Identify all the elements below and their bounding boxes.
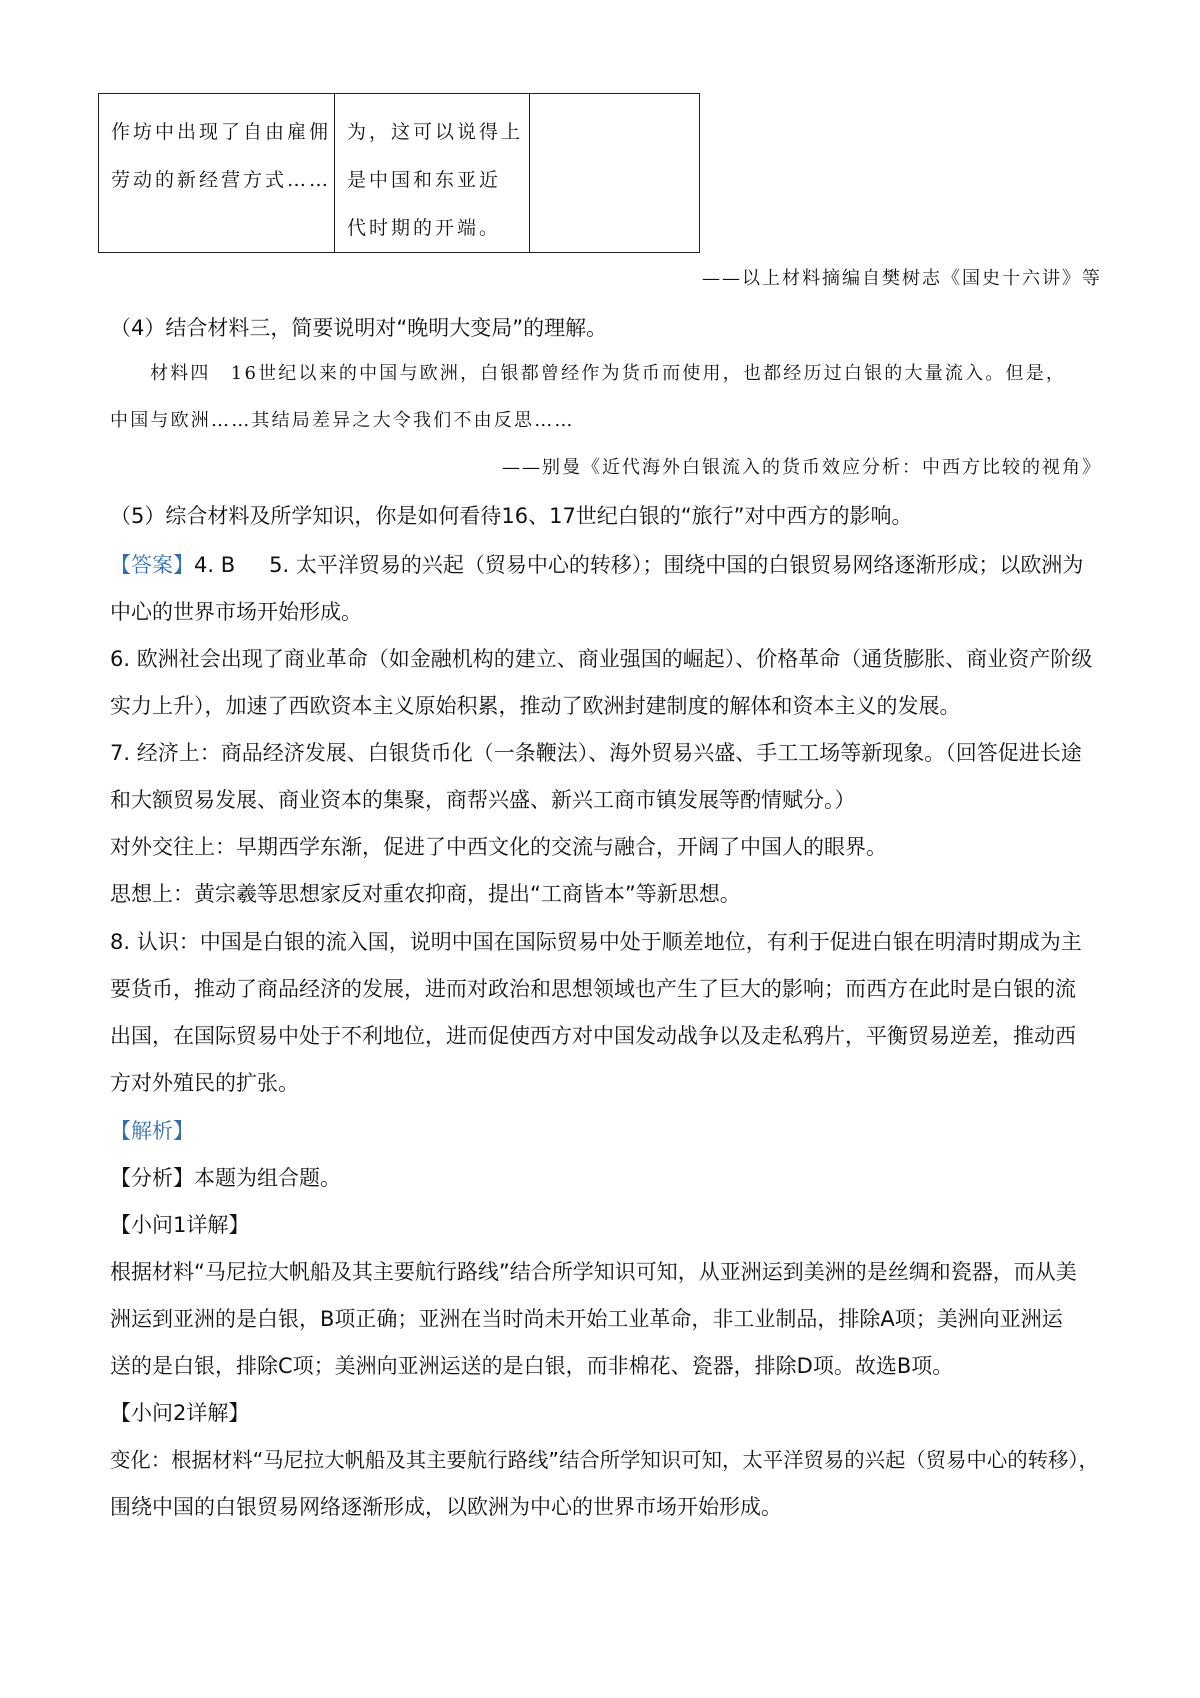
answer-6: 6. 欧洲社会出现了商业革命（如金融机构的建立、商业强国的崛起）、价格革命（通货膨胀、商业资产阶级 bbox=[110, 647, 1093, 671]
question-5: （5）综合材料及所学知识，你是如何看待16、17世纪白银的“旅行”对中西方的影响。 bbox=[110, 504, 913, 528]
answer-7-foreign: 对外交往上：早期西学东渐，促进了中西文化的交流与融合，开阔了中国人的眼界。 bbox=[110, 835, 887, 859]
sub-question-2-line: 围绕中国的白银贸易网络逐渐形成，以欧洲为中心的世界市场开始形成。 bbox=[110, 1495, 782, 1519]
analysis-summary: 【分析】本题为组合题。 bbox=[110, 1166, 341, 1190]
answer-label: 【答案】 bbox=[110, 553, 194, 577]
answer-7-cont: 和大额贸易发展、商业资本的集聚，商帮兴盛、新兴工商市镇发展等酌情赋分。） bbox=[110, 788, 856, 812]
sub-question-2-line: 变化：根据材料“马尼拉大帆船及其主要航行路线”结合所学知识可知，太平洋贸易的兴起（贸易中心的转移）， bbox=[110, 1448, 1099, 1472]
answer-8-cont: 要货币，推动了商品经济的发展，进而对政治和思想领域也产生了巨大的影响；而西方在此时是白银的流 bbox=[110, 977, 1076, 1001]
material4-line: 中国与欧洲……其结局差异之大令我们不由反思…… bbox=[110, 410, 575, 431]
sub-question-1-line: 洲运到亚洲的是白银，B项正确；亚洲在当时尚未开始工业革命，非工业制品，排除A项；美洲向亚洲运 bbox=[110, 1307, 1063, 1331]
answer-8-cont: 出国，在国际贸易中处于不利地位，进而促使西方对中国发动战争以及走私鸦片，平衡贸易逆差，推动西 bbox=[110, 1024, 1076, 1048]
answer-7: 7. 经济上：商品经济发展、白银货币化（一条鞭法）、海外贸易兴盛、手工工场等新现象。（回答促进长途 bbox=[110, 741, 1082, 765]
table-cell-line: 作坊中出现了自由雇佣 bbox=[111, 121, 332, 143]
answer-5-cont: 中心的世界市场开始形成。 bbox=[110, 600, 362, 624]
analysis-label: 【解析】 bbox=[110, 1119, 194, 1143]
material4-source: ——别曼《近代海外白银流入的货币效应分析：中西方比较的视角》 bbox=[502, 457, 1102, 478]
answer-5: 5. 太平洋贸易的兴起（贸易中心的转移）；围绕中国的白银贸易网络逐渐形成；以欧洲为 bbox=[269, 553, 1084, 577]
table-cell-line: 是中国和东亚近 bbox=[347, 169, 502, 191]
answer-4: 4. B bbox=[194, 553, 236, 577]
sub-question-2-title: 【小问2详解】 bbox=[110, 1401, 250, 1425]
answer-8-cont: 方对外殖民的扩张。 bbox=[110, 1071, 299, 1095]
table-cell-line: 代时期的开端。 bbox=[347, 217, 502, 239]
sub-question-1-line: 送的是白银，排除C项；美洲向亚洲运送的是白银，而非棉花、瓷器，排除D项。故选B项。 bbox=[110, 1354, 954, 1378]
table-cell-line: 劳动的新经营方式…… bbox=[111, 169, 332, 191]
answer-8: 8. 认识：中国是白银的流入国，说明中国在国际贸易中处于顺差地位，有利于促进白银在明清时期成为主 bbox=[110, 930, 1082, 954]
table-cell bbox=[99, 94, 335, 253]
answer-7-thought: 思想上：黄宗羲等思想家反对重农抑商，提出“工商皆本”等新思想。 bbox=[110, 882, 741, 906]
material-table bbox=[98, 93, 700, 253]
sub-question-1-title: 【小问1详解】 bbox=[110, 1213, 250, 1237]
table-row bbox=[99, 94, 700, 253]
material3-source: ——以上材料摘编自樊树志《国史十六讲》等 bbox=[702, 268, 1102, 289]
sub-question-1-line: 根据材料“马尼拉大帆船及其主要航行路线”结合所学知识可知，从亚洲运到美洲的是丝绸和瓷器，而从美 bbox=[110, 1260, 1077, 1284]
table-cell bbox=[335, 94, 530, 253]
answer-6-cont: 实力上升），加速了西欧资本主义原始积累，推动了欧洲封建制度的解体和资本主义的发展。 bbox=[110, 694, 961, 718]
answer-line bbox=[110, 549, 1083, 579]
material4-line: 材料四 16世纪以来的中国与欧洲，白银都曾经作为货币而使用，也都经历过白银的大量流入。但是， bbox=[150, 363, 1067, 384]
table-cell-empty bbox=[530, 94, 700, 253]
question-4: （4）结合材料三，简要说明对“晚明大变局”的理解。 bbox=[110, 316, 608, 340]
table-cell-line: 为，这可以说得上 bbox=[347, 121, 524, 143]
